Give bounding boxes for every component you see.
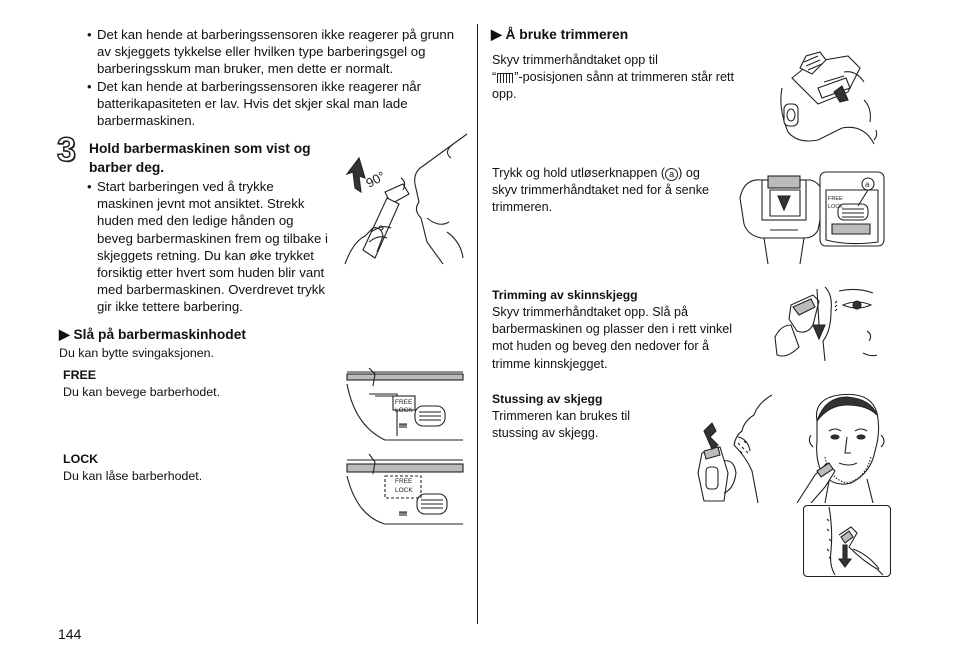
text-line: Trimmeren kan brukes til xyxy=(492,409,631,423)
text-line: trimme kinnskjegget. xyxy=(492,356,608,371)
text-line: beveg barbermaskinen frem og tilbake i xyxy=(97,230,328,246)
sideburn-text xyxy=(492,304,732,373)
text-line: Det kan hende at barberingssensoren ikke reagerer på grunn xyxy=(97,27,455,42)
lock-head-illustration xyxy=(345,450,465,526)
intro-bullet-2 xyxy=(87,78,477,130)
beard-trimming-illustration xyxy=(694,393,774,505)
free-label: FREE xyxy=(395,399,413,406)
text-line: Skyv trimmerhåndtaket opp. Slå på xyxy=(492,305,688,319)
text-line: av skjeggets tykkelse eller hvilken type barberingsgel og xyxy=(97,44,426,60)
sideburn-title: Trimming av skinnskjegg xyxy=(492,288,638,302)
text-line: barberingsskum man bruker, men dette er normalt. xyxy=(97,61,394,77)
marker-a-label: a xyxy=(865,180,870,189)
lock-label: LOCK xyxy=(395,487,413,494)
lock-label: LOCK xyxy=(828,204,843,210)
trimmer-up-illustration xyxy=(778,48,882,148)
bullet-mark: • xyxy=(87,79,92,94)
text-line: maskinen jevnt mot ansiktet. Strekk xyxy=(97,196,305,212)
trimmer-comb-icon xyxy=(497,73,513,83)
angle-label: 90° xyxy=(363,168,388,191)
beard-title: Stussing av skjegg xyxy=(492,392,603,406)
free-title: FREE xyxy=(63,368,97,382)
step-bullet xyxy=(87,178,347,316)
quote-open: “ xyxy=(492,70,497,85)
beard-text xyxy=(492,408,630,442)
column-divider xyxy=(477,24,478,624)
face-beard-illustration xyxy=(795,391,895,503)
section-subtext: Du kan bytte svingaksjonen. xyxy=(59,346,214,360)
trimmer-instructions xyxy=(492,52,762,104)
release-button-illustration xyxy=(738,168,886,266)
triangle-icon: ▶ xyxy=(59,327,70,342)
text-line: Start barberingen ved å trykke xyxy=(97,179,274,194)
text-line: barbermaskinen. xyxy=(97,113,196,129)
shaver-head-band xyxy=(347,374,463,380)
sideburn-trimming-illustration xyxy=(773,285,885,363)
text-line: Trykk og hold utløserknappen ( a ) og xyxy=(492,166,700,180)
lock-title: LOCK xyxy=(63,452,99,466)
release-instructions xyxy=(492,165,742,217)
bullet-mark: • xyxy=(87,179,92,194)
lock-label: LOCK xyxy=(395,407,413,414)
arrow-down-icon xyxy=(704,423,718,449)
shaver-head-band xyxy=(347,464,463,472)
text-line: barbermaskinen og plasser den i rett vinkel xyxy=(492,322,733,337)
text-line: gir ikke tettere barbering. xyxy=(97,299,243,315)
text-line: batterikapasiteten er lav. Hvis det skjer skal man lade xyxy=(97,96,408,112)
text-line: Hold barbermaskinen som vist og xyxy=(89,141,311,156)
free-text: Du kan bevege barberhodet. xyxy=(63,385,221,399)
page-number: 144 xyxy=(58,626,82,642)
triangle-icon: ▶ xyxy=(491,27,502,42)
text-line: barber deg. xyxy=(89,160,165,175)
text-line: mot huden og beveg den nedover for å xyxy=(492,339,710,354)
text-line: Skyv trimmerhåndtaket opp til xyxy=(492,53,658,67)
free-label: FREE xyxy=(395,478,413,485)
section-heading-trimmer xyxy=(491,27,628,43)
section-heading-head-lock xyxy=(59,327,246,343)
step-number: 3 xyxy=(57,131,76,169)
text-line: forsiktig etter hvert som huden blir vant xyxy=(97,265,325,281)
free-head-illustration xyxy=(345,366,465,442)
step-heading xyxy=(89,139,311,177)
text-line: med barbermaskinen. Overdrevet trykk xyxy=(97,282,325,298)
free-label: FREE xyxy=(828,196,843,202)
text-line: huden med den ledige hånden og xyxy=(97,213,294,229)
text-line: skjeggets retning. Du kan øke trykket xyxy=(97,247,314,263)
shaving-angle-illustration xyxy=(343,132,471,266)
text-line: trimmeren. xyxy=(492,200,553,215)
bullet-mark: • xyxy=(87,27,92,42)
section-heading-text: Slå på barbermaskinhodet xyxy=(73,327,246,342)
lock-text: Du kan låse barberhodet. xyxy=(63,469,203,483)
marker-a: a xyxy=(665,168,678,181)
trimmer-blade xyxy=(768,176,800,188)
text-line: “ ”-posisjonen sånn at trimmeren står rett xyxy=(492,70,734,85)
text-line: skyv trimmerhåndtaket ned for å senke xyxy=(492,183,709,198)
section-heading-text: Å bruke trimmeren xyxy=(505,27,629,42)
text-line: stussing av skjegg. xyxy=(492,426,599,441)
text-line: Det kan hende at barberingssensoren ikke reagerer når xyxy=(97,79,422,94)
intro-bullet-1 xyxy=(87,26,477,78)
profile-trimming-illustration xyxy=(803,505,891,577)
arrow-up-icon xyxy=(347,158,365,192)
text-line: opp. xyxy=(492,87,517,102)
